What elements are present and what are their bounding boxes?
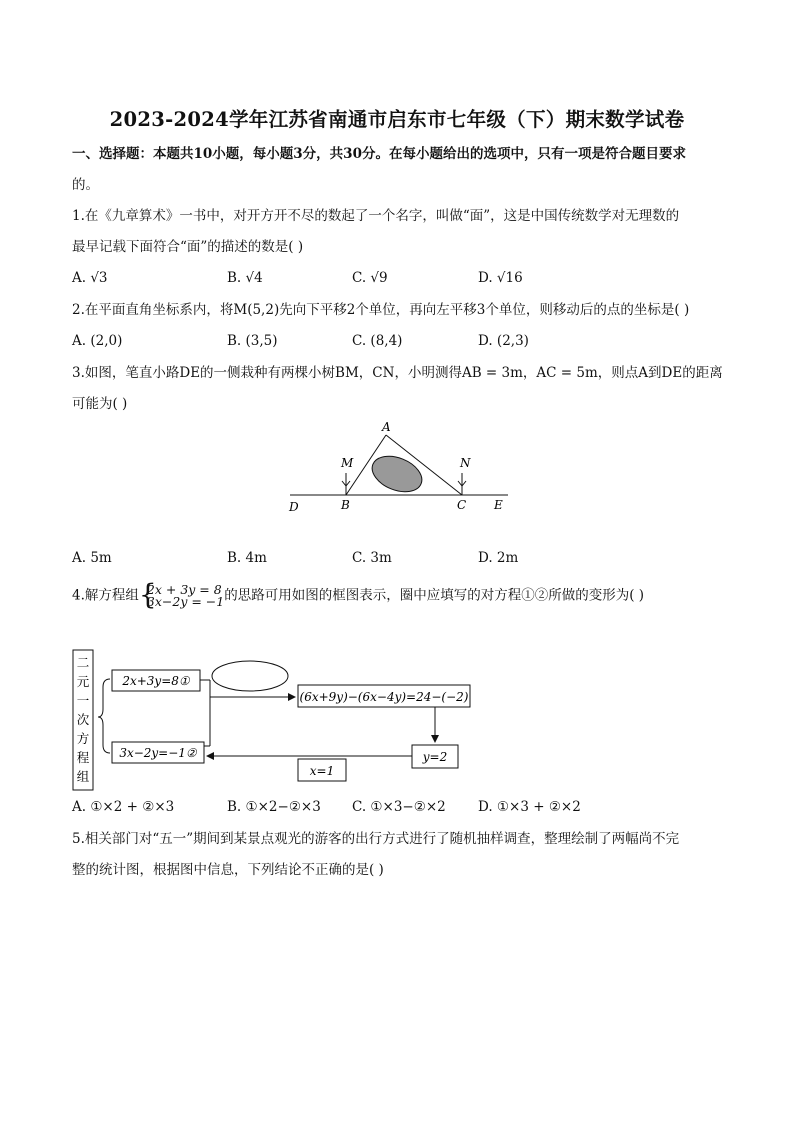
q3-option-c[interactable]: C. 3m <box>352 550 392 566</box>
q1-text-line2: 最早记载下面符合“面”的描述的数是( ) <box>72 239 304 255</box>
q1-option-b[interactable]: B. √4 <box>227 270 263 286</box>
q3-option-d[interactable]: D. 2m <box>478 550 519 566</box>
section-heading: 一、选择题：本题共10小题，每小题3分，共30分。在每小题给出的选项中，只有一项是符合题目要求 <box>72 146 686 162</box>
q2-option-a[interactable]: A. (2,0) <box>72 333 123 349</box>
q4-option-d[interactable]: D. ①×3 + ②×2 <box>478 799 581 815</box>
box-subtract-text: (6x+9y)−(6x−4y)=24−(−2) <box>299 690 469 704</box>
q1-option-d[interactable]: D. √16 <box>478 270 523 286</box>
eq2: 3x−2y = −1 <box>146 594 225 609</box>
label-n: N <box>460 456 471 470</box>
q4-suffix: 的思路可用如图的框图表示，圈中应填写的对方程①②所做的变形为( ) <box>224 587 645 604</box>
box-eq1-text: 2x+3y=8① <box>122 674 190 688</box>
q3-text-line1: 3.如图，笔直小路DE的一侧栽种有两棵小树BM，CN，小明测得AB = 3m，AC = 5m，则点A到DE的距离 <box>72 365 723 381</box>
exam-title: 2023-2024学年江苏省南通市启东市七年级（下）期末数学试卷 <box>109 108 685 131</box>
label-b: B <box>341 498 350 512</box>
eq1: 2x + 3y = 8 <box>146 582 222 597</box>
q2-option-b[interactable]: B. (3,5) <box>227 333 278 349</box>
box-x-text: x=1 <box>309 764 335 778</box>
section-heading-cont: 的。 <box>72 177 99 193</box>
svg-text:元: 元 <box>76 674 90 689</box>
label-c: C <box>457 498 467 512</box>
svg-text:程: 程 <box>76 750 90 765</box>
q1-option-c[interactable]: C. √9 <box>352 270 388 286</box>
label-m: M <box>341 456 354 470</box>
brace <box>98 679 110 753</box>
label-e: E <box>494 498 503 512</box>
q4-flowchart <box>70 645 490 795</box>
svg-text:方: 方 <box>76 731 90 746</box>
q3-option-b[interactable]: B. 4m <box>227 550 267 566</box>
q5-text-line1: 5.相关部门对“五一”期间到某景点观光的游客的出行方式进行了随机抽样调查，整理绘制了两幅尚不完 <box>72 831 680 847</box>
equation-system: { 2x + 3y = 8 3x−2y = −1 <box>138 578 225 611</box>
q4-prefix: 4.解方程组 <box>72 587 139 604</box>
q3-figure <box>280 415 520 520</box>
q4-text <box>72 578 645 611</box>
svg-text:二: 二 <box>76 655 90 670</box>
blank-oval <box>212 661 288 691</box>
pond <box>367 449 427 498</box>
q4-option-b[interactable]: B. ①×2−②×3 <box>227 799 321 815</box>
q3-option-a[interactable]: A. 5m <box>72 550 112 566</box>
side-label <box>77 655 90 784</box>
svg-text:一: 一 <box>76 693 90 708</box>
q4-option-c[interactable]: C. ①×3−②×2 <box>352 799 446 815</box>
box-eq2-text: 3x−2y=−1② <box>119 746 197 760</box>
q2-option-d[interactable]: D. (2,3) <box>478 333 529 349</box>
q2-option-c[interactable]: C. (8,4) <box>352 333 403 349</box>
box-y-text: y=2 <box>422 750 448 764</box>
label-a: A <box>382 420 391 434</box>
q3-text-line2: 可能为( ) <box>72 396 128 412</box>
q1-option-a[interactable]: A. √3 <box>72 270 108 286</box>
label-d: D <box>289 500 299 514</box>
q1-text-line1: 1.在《九章算术》一书中，对开方开不尽的数起了一个名字，叫做“面”，这是中国传统数学对无理数的 <box>72 208 680 224</box>
svg-text:组: 组 <box>76 769 90 784</box>
q2-text: 2.在平面直角坐标系内，将M(5,2)先向下平移2个单位，再向左平移3个单位，则移动后的点的坐标是( ) <box>72 302 690 318</box>
q5-text-line2: 整的统计图，根据图中信息，下列结论不正确的是( ) <box>72 862 384 878</box>
q4-option-a[interactable]: A. ①×2 + ②×3 <box>72 799 175 815</box>
svg-text:次: 次 <box>76 712 90 727</box>
